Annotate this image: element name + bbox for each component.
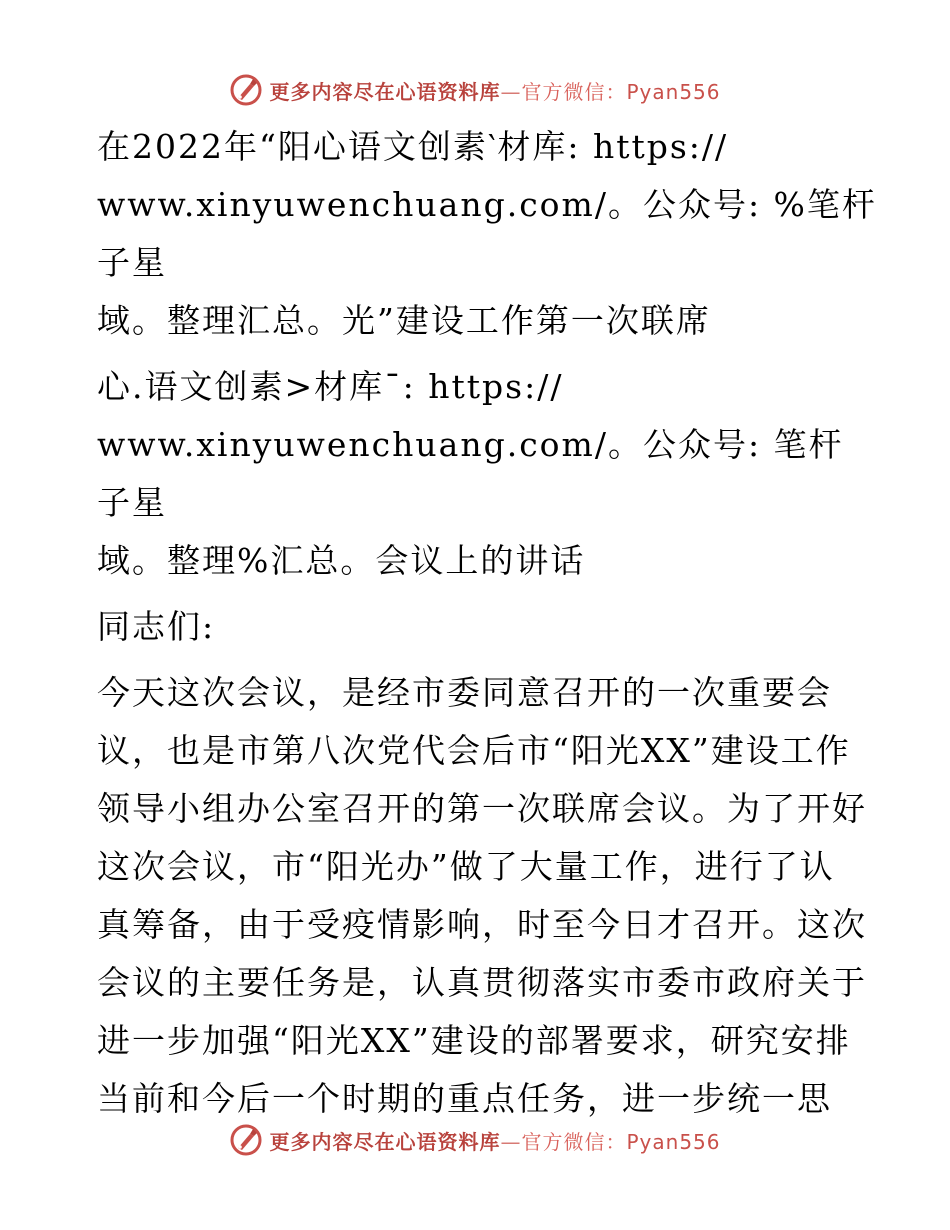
- document-title: [97, 118, 877, 350]
- document-subtitle: [97, 358, 877, 590]
- watermark-label: 官方微信：: [521, 1129, 627, 1154]
- watermark-separator: —: [500, 79, 522, 104]
- pen-logo-icon: [229, 73, 263, 107]
- body-line: 领导小组办公室召开的第一次联席会议。为了开好: [97, 789, 867, 828]
- document-body: [97, 118, 877, 1128]
- body-line: 今天这次会议，是经市委同意召开的一次重要会: [97, 673, 832, 712]
- watermark-wechat-id: Pyan556: [626, 79, 721, 104]
- body-line: 会议的主要任务是，认真贯彻落实市委市政府关于: [97, 963, 867, 1002]
- pen-logo-icon: [229, 1123, 263, 1157]
- subtitle-line: www.xinyuwenchuang.com/。公众号: 笔杆子星: [97, 425, 844, 522]
- watermark-wechat-id: Pyan556: [626, 1129, 721, 1154]
- subtitle-line: 域。整理%汇总。会议上的讲话: [97, 541, 586, 580]
- body-line: 进一步加强“阳光XX”建设的部署要求，研究安排: [97, 1021, 851, 1060]
- subtitle-line: 心.语文创素>材库¯: https://: [97, 367, 564, 406]
- watermark-brand: 更多内容尽在心语资料库: [269, 1129, 501, 1154]
- watermark-brand: 更多内容尽在心语资料库: [269, 79, 501, 104]
- header-watermark: [0, 70, 950, 110]
- watermark-text: [269, 1126, 720, 1155]
- salutation: 同志们:: [97, 607, 216, 646]
- title-line: www.xinyuwenchuang.com/。公众号: %笔杆子星: [97, 185, 877, 282]
- body-paragraph: [97, 664, 877, 1128]
- body-line: 真筹备，由于受疫情影响，时至今日才召开。这次: [97, 905, 867, 944]
- watermark-separator: —: [500, 1129, 522, 1154]
- watermark-text: [269, 76, 720, 105]
- body-line: 议，也是市第八次党代会后市“阳光XX”建设工作: [97, 731, 851, 770]
- title-line: 域。整理汇总。光”建设工作第一次联席: [97, 301, 711, 340]
- body-line: 这次会议，市“阳光办”做了大量工作，进行了认: [97, 847, 835, 886]
- watermark-label: 官方微信：: [521, 79, 627, 104]
- body-line: 当前和今后一个时期的重点任务，进一步统一思: [97, 1079, 832, 1118]
- title-line: 在2022年“阳心语文创素‵材库: https://: [97, 127, 729, 166]
- footer-watermark: [0, 1120, 950, 1160]
